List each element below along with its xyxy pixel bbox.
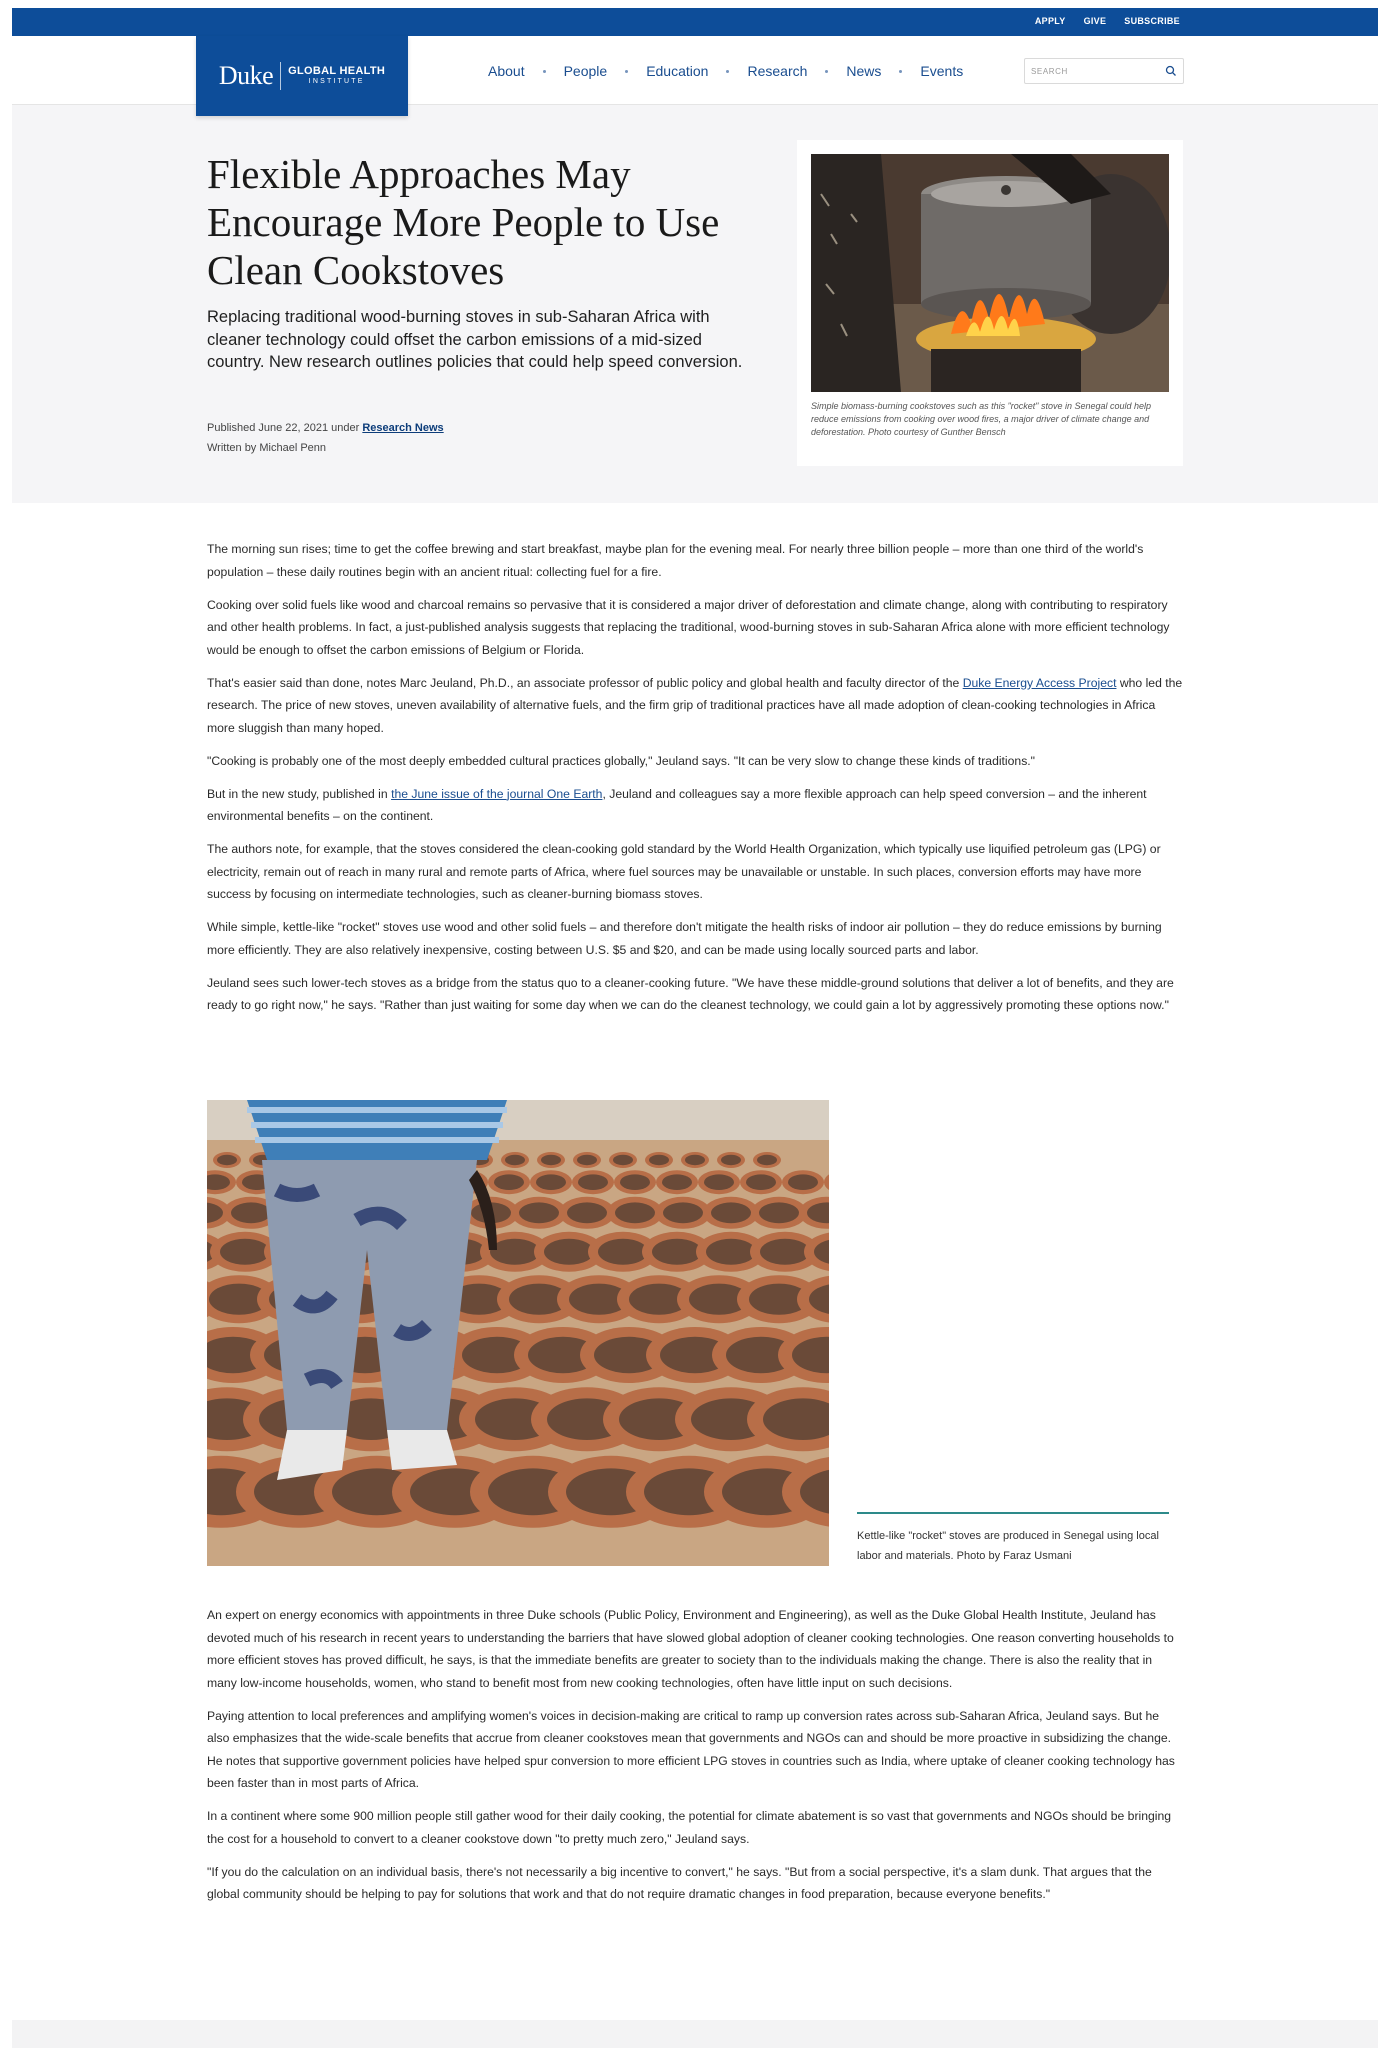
logo-divider [280,62,281,90]
nav-separator [726,70,729,73]
rocket-stoves-photo [207,1100,829,1566]
rocket-stoves-caption: Kettle-like "rocket" stoves are produced in Senegal using local labor and materials. Photo by Faraz Usmani [857,1512,1169,1566]
footer-band [12,2020,1378,2048]
nav-education[interactable]: Education [646,63,709,79]
rocket-stoves-image-icon [207,1100,829,1566]
nav-separator [543,70,546,73]
paragraph: Cooking over solid fuels like wood and charcoal remains so pervasive that it is considered a major driver of deforestation and climate change, along with contributing to respiratory and other health problems. In fact, a just-published analysis suggests that replacing the traditional, wood-burning stoves in sub-Saharan Africa alone with more efficient technology would be enough to offset the carbon emissions of Belgium or Florida. [207,597,1170,657]
nav-events[interactable]: Events [920,63,964,79]
paragraph: "If you do the calculation on an individual basis, there's not necessarily a big incentive to convert," he says. "But from a social perspective, it's a slam dunk. That argues that the global community should be helping to pay for solutions that work and that do not require dramatic changes in food preparation, because everyone benefits." [207,1864,1152,1901]
logo-duke-wordmark: Duke [218,61,274,90]
paragraph-text: That's easier said than done, notes Marc Jeuland, Ph.D., an associate professor of public policy and global health and faculty director of the [207,675,963,690]
paragraph [207,672,1183,740]
paragraph: The authors note, for example, that the stoves considered the clean-cooking gold standard by the World Health Organization, which typically use liquified petroleum gas (LPG) or electricity, remain out of reach in many rural and remote parts of Africa, where fuel sources may be unavailable or unstable. In such places, conversion efforts may have more success by focusing on intermediate technologies, such as cleaner-burning biomass stoves. [207,842,1161,901]
paragraph: Jeuland sees such lower-tech stoves as a bridge from the status quo to a cleaner-cooking future. "We have these middle-ground solutions that deliver a lot of benefits, and they are ready to go right now," he says. "Rather than just waiting for some day when we can do the cleanest technology, we could gain a lot by aggressively promoting these options now." [207,975,1174,1012]
article-subtitle: Replacing traditional wood-burning stoves in sub-Saharan Africa with cleaner technology could offset the carbon emissions of a mid-sized country. New research outlines policies that could help speed conversion. [207,308,743,371]
paragraph: While simple, kettle-like "rocket" stoves use wood and other solid fuels – and therefore don't mitigate the health risks of indoor air pollution – they do reduce emissions by burning more efficiently. They are also relatively inexpensive, costing between U.S. $5 and $20, and can be made using locally sourced parts and labor. [207,920,1162,957]
paragraph: "Cooking is probably one of the most deeply embedded cultural practices globally," Jeuland says. "It can be very slow to change these kinds of traditions." [207,753,1036,768]
paragraph-text: , Jeuland and colleagues say a more flexible approach can help speed conversion – and the inherent environmental benefits – on the continent. [207,786,1147,823]
main-nav [488,63,963,79]
utility-links [1035,16,1180,26]
article-body [207,538,1183,1027]
logo-line-2: INSTITUTE [308,78,365,85]
hero-caption: Simple biomass-burning cookstoves such as this "rocket" stove in Senegal could help reduce emissions from cooking over wood fires, a major driver of climate change and deforestation. Photo courtesy of Gunther Bensch [811,401,1152,437]
paragraph: An expert on energy economics with appointments in three Duke schools (Public Policy, Environment and Engineering), as well as the Duke Global Health Institute, Jeuland has devoted much of his research in recent years to understanding the barriers that have slowed global adoption of cleaner cooking technologies. One reason converting households to more efficient stoves has proved difficult, he says, is that the immediate benefits are greater to society than to the individuals making the change. There is also the reality that in many low-income households, women, who stand to benefit most from new cooking technologies, often have little input on such decisions. [207,1608,1174,1690]
article-body-continued [207,1604,1183,1916]
give-link[interactable]: GIVE [1083,16,1107,26]
search-icon[interactable] [1165,65,1177,77]
nav-people[interactable]: People [563,63,608,79]
logo-line-1: GLOBAL HEALTH [288,65,386,77]
subscribe-link[interactable]: SUBSCRIBE [1124,16,1180,26]
nav-news[interactable]: News [846,63,882,79]
nav-research[interactable]: Research [747,63,808,79]
published-date: Published June 22, 2021 under [207,422,363,434]
paragraph: The morning sun rises; time to get the coffee brewing and start breakfast, maybe plan for the evening meal. For nearly three billion people – more than one third of the world's population – these daily routines begin with an ancient ritual: collecting fuel for a fire. [207,542,1144,579]
paragraph-text: But in the new study, published in [207,786,392,801]
hero-figure [797,140,1183,466]
logo-subtitle [288,65,385,87]
nav-separator [825,70,828,73]
one-earth-journal-link[interactable]: the June issue of the journal One Earth [391,786,603,801]
article-meta [207,418,444,458]
paragraph [207,783,1183,828]
hero-image-cookstove [811,154,1169,392]
search-box [1024,58,1184,84]
apply-link[interactable]: APPLY [1034,16,1066,26]
paragraph: In a continent where some 900 million people still gather wood for their daily cooking, the potential for climate abatement is so vast that governments and NGOs should be bringing the cost for a household to convert to a cleaner cookstove down "to pretty much zero," Jeuland says. [207,1809,1172,1846]
cookstove-photo-icon [811,154,1169,392]
nav-about[interactable]: About [488,63,525,79]
duke-ghi-logo[interactable] [196,36,408,116]
energy-access-project-link[interactable]: Duke Energy Access Project [962,675,1117,690]
category-link[interactable]: Research News [362,422,444,434]
utility-bar [12,8,1378,38]
paragraph: Paying attention to local preferences and amplifying women's voices in decision-making are critical to ramp up conversion rates across sub-Saharan Africa, Jeuland says. But he also emphasizes that the wide-scale benefits that accrue from cleaner cookstoves mean that governments and NGOs can and should be more proactive in subsidizing the change. He notes that supportive government policies have helped spur conversion to more efficient LPG stoves in countries such as India, where uptake of cleaner cooking technology has been faster than in most parts of Africa. [207,1708,1175,1790]
search-input[interactable] [1031,65,1151,77]
nav-separator [899,70,902,73]
paragraph-text: who led the research. The price of new stoves, uneven availability of alternative fuels, and the firm grip of traditional practices have all made adoption of clean-cooking technologies in Africa more sluggish than many hoped. [207,675,1183,735]
published-line [207,418,444,438]
nav-separator [625,70,628,73]
page-title: Flexible Approaches May Encourage More People to Use Clean Cookstoves [207,151,720,293]
author-byline: Written by Michael Penn [207,442,327,454]
